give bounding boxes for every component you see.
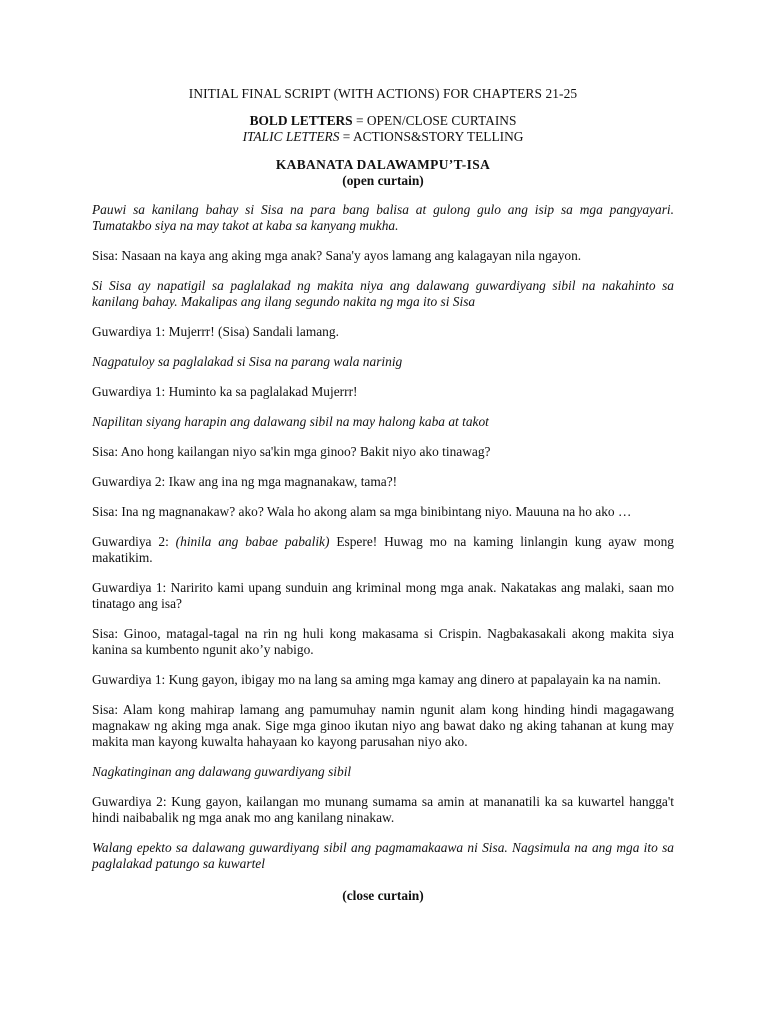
stage-direction: Nagpatuloy sa paglalakad si Sisa na parang wala narinig [92, 354, 403, 369]
dialogue-line: Sisa: Nasaan na kaya ang aking mga anak? Sana'y ayos lamang ang kalagayan nila ngayon. [92, 248, 582, 263]
dialogue-line: Guwardiya 1: Kung gayon, ibigay mo na lang sa aming mga kamay ang dinero at papalayain ka na namin. [92, 672, 661, 687]
legend-bold [92, 113, 674, 129]
speaker: Guwardiya 2: [92, 534, 176, 549]
dialogue-text: Espere! Huwag mo na kaming linlangin kung ayaw mong makatikim. [92, 534, 674, 565]
script-page [92, 86, 674, 904]
legend-bold-meaning: OPEN/CLOSE CURTAINS [366, 113, 517, 128]
legend-italic-meaning: ACTIONS&STORY TELLING [352, 129, 524, 144]
legend-bold-key: BOLD LETTERS [249, 113, 353, 128]
close-curtain-note: (close curtain) [342, 888, 424, 903]
dialogue-line: Guwardiya 2: Kung gayon, kailangan mo munang sumama sa amin at mananatili ka sa kuwartel hangga't hindi naibabalik ng mga anak mo ang kanilang ninakaw. [92, 794, 674, 825]
open-curtain-note: (open curtain) [342, 173, 424, 188]
legend-bold-sep: = [352, 113, 367, 128]
legend-italic-key: ITALIC LETTERS [242, 129, 340, 144]
stage-direction: Si Sisa ay napatigil sa paglalakad ng makita niya ang dalawang guwardiyang sibil na nakahinto sa kanilang bahay. Makalipas ang ilang segundo nakita ng mga ito si Sisa [92, 278, 674, 309]
inline-stage-direction: (hinila ang babae pabalik) [175, 534, 330, 549]
formatting-legend [92, 113, 674, 145]
dialogue-line: Guwardiya 1: Huminto ka sa paglalakad Mujerrr! [92, 384, 358, 399]
chapter-title: KABANATA DALAWAMPU’T-ISA [275, 157, 491, 172]
dialogue-line: Sisa: Ina ng magnanakaw? ako? Wala ho akong alam sa mga binibintang niyo. Mauuna na ho ako … [92, 504, 632, 519]
stage-direction: Napilitan siyang harapin ang dalawang sibil na may halong kaba at takot [92, 414, 489, 429]
dialogue-line-with-direction [92, 534, 674, 566]
stage-direction: Nagkatinginan ang dalawang guwardiyang sibil [92, 764, 352, 779]
legend-italic [92, 129, 674, 145]
dialogue-line: Guwardiya 1: Mujerrr! (Sisa) Sandali lamang. [92, 324, 339, 339]
stage-direction: Pauwi sa kanilang bahay si Sisa na para bang balisa at gulong gulo ang isip sa mga pangyayari. Tumatakbo siya na may takot at kaba sa kanyang mukha. [92, 202, 674, 233]
document-title: INITIAL FINAL SCRIPT (WITH ACTIONS) FOR CHAPTERS 21-25 [188, 86, 578, 101]
dialogue-line: Sisa: Ginoo, matagal-tagal na rin ng huli kong makasama si Crispin. Nagbakasakali akong makita siya kanina sa kumbento ngunit ako’y nabigo. [92, 626, 674, 657]
dialogue-line: Sisa: Ano hong kailangan niyo sa'kin mga ginoo? Bakit niyo ako tinawag? [92, 444, 491, 459]
dialogue-line: Sisa: Alam kong mahirap lamang ang pamumuhay namin ngunit alam kong hinding hindi magagawang magnakaw ng aking mga anak. Sige mga ginoo ikutan niyo ang bawat dako ng aking tahanan at kung may makita man kayong kuwalta hahayaan ko kayong parusahan niyo ako. [92, 702, 674, 749]
stage-direction: Walang epekto sa dalawang guwardiyang sibil ang pagmamakaawa ni Sisa. Nagsimula na ang mga ito sa paglalakad patungo sa kuwartel [92, 840, 674, 871]
dialogue-line: Guwardiya 1: Naririto kami upang sunduin ang kriminal mong mga anak. Nakatakas ang malaki, saan mo tinatago ang isa? [92, 580, 674, 611]
legend-italic-sep: = [339, 129, 353, 144]
dialogue-line: Guwardiya 2: Ikaw ang ina ng mga magnanakaw, tama?! [92, 474, 398, 489]
